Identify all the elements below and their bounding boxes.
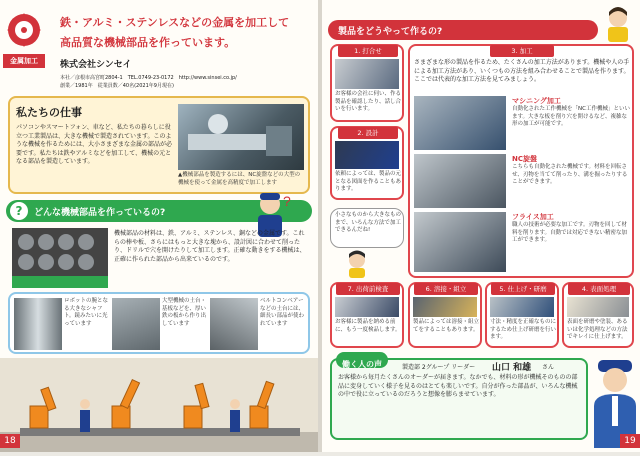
- step-1-box: [330, 44, 404, 122]
- nc-lathe-step-photo: [414, 154, 506, 208]
- step-4-label: 4. 表面処理: [568, 283, 630, 295]
- step-6-box: [408, 282, 482, 348]
- conveyor-part-photo: [210, 298, 258, 350]
- voice-box: [330, 358, 588, 440]
- question-mark-badge: ?: [10, 202, 28, 220]
- step-4-text: 表面を研磨や塗装、あるいは化学処理などの方法でキレイに仕上げます。: [567, 319, 628, 340]
- method-2-title: NC旋盤: [512, 155, 537, 163]
- company-info-2: 創業／1981年 従業員数／40名(2021年9月現在): [60, 83, 174, 89]
- job-title: 私たちの仕事: [16, 106, 82, 119]
- part-caption-2: 大型機械の土台・基板などを、厚い鉄の板から作り出しています: [162, 298, 207, 327]
- headline-line-2: 高品質な機械部品を作っています。: [60, 36, 236, 49]
- step-3-text: さまざまな形の製品を作るため、たくさんの加工方法があります。機械や人の手による加工方法があり、いくつもの方法を組み合わせることで製品を作ります。ここでは代表的な加工方法を見てみましょう。: [414, 59, 630, 83]
- step-3-box: [408, 44, 634, 278]
- step-1-label: 1. 打合せ: [338, 45, 398, 57]
- speech-text: 小さなものから大きなものまで、いろんな方法で加工できるんだね!: [335, 212, 402, 233]
- step-3-label: 3. 加工: [490, 45, 554, 57]
- right-page-number: 19: [620, 434, 640, 448]
- step-7-label: 7. 出荷前検査: [336, 283, 400, 295]
- right-title: 製品をどうやって作るの?: [338, 27, 443, 37]
- part-caption-1: ロボットの腕となる大きなシャフト。鏡みたいに光っています: [64, 298, 109, 327]
- voice-title: 働く人の声: [342, 360, 382, 369]
- step-2-label: 2. 設計: [338, 127, 398, 139]
- welding-photo: [413, 297, 477, 317]
- company-info-1: 本社／彦根市高宮町2804-1 TEL.0749-23-0172 http://www.sinsei.co.jp/: [60, 75, 237, 81]
- parts-text: 機械部品の材料は、鉄、アルミ、ステンレス、銅などの金属です。これらの棒や板、さらにはもっと大きな塊から、設計図に合わせて削ったり、ドリルで穴を開けたりして加工します。正確な動きをする機械は、正確に作られた部品から出来ているのです。: [114, 230, 306, 263]
- right-page: [322, 0, 640, 452]
- base-plate-photo: [112, 298, 160, 350]
- method-2-text: こちらも自動化された機械です。材料を回転させ、刃物を当てて削ったり、溝を掘ったりすることができます。: [512, 164, 628, 185]
- method-1-title: マシニング加工: [512, 97, 561, 105]
- meeting-photo: [335, 59, 399, 89]
- speech-bubble: [330, 208, 404, 248]
- factory-illustration: [0, 358, 318, 452]
- design-photo: [335, 141, 399, 169]
- step-6-text: 製品によっては溶接・組立てをすることもあります。: [413, 319, 480, 333]
- polishing-photo: [490, 297, 554, 317]
- step-7-box: [330, 282, 404, 348]
- boy-thinking-icon: [342, 248, 372, 278]
- company-name: 株式会社シンセイ: [60, 60, 132, 70]
- milling-photo: [414, 212, 506, 272]
- job-caption: ▲機械部品を製造するには、NC旋盤などの大型の機械を使って金属を高精度で加工します: [178, 172, 301, 186]
- step-6-label: 6. 溶接・組立: [414, 283, 478, 295]
- step-1-text: お客様の会社に伺い、作る製品を確認したり、話し合いを行います。: [335, 91, 402, 112]
- parts-panel: [8, 292, 310, 354]
- step-5-label: 5. 仕上げ・研磨: [491, 283, 555, 295]
- svg-text:?: ?: [283, 193, 291, 209]
- step-4-box: [562, 282, 634, 348]
- method-1-text: 自動化された工作機械を「NC工作機械」といいます。大きな板を削り穴を開けるなど、複雑な形の加工が可能です。: [512, 106, 630, 127]
- category-label: 金属加工: [3, 54, 45, 68]
- voice-meta: 製造部 2グループ リーダー: [402, 364, 476, 371]
- method-3-title: フライス加工: [512, 213, 554, 221]
- step-2-text: 依頼によっては、製品の元となる図面を作ることもあります。: [335, 171, 402, 192]
- surface-treatment-photo: [567, 297, 629, 317]
- nc-lathe-photo: [178, 104, 304, 170]
- voice-title-badge: [336, 352, 388, 368]
- step-2-box: [330, 126, 404, 200]
- shaft-photo: [14, 298, 62, 350]
- step-7-text: お客様に製品を納める前に、もう一度検品します。: [335, 319, 401, 333]
- job-box: [8, 96, 310, 194]
- saw-blade-icon: [6, 12, 42, 48]
- inspection-photo: [335, 297, 399, 317]
- step-5-box: [485, 282, 559, 348]
- title-banner: [328, 20, 598, 40]
- voice-text: お客様から毎月たくさんのオーダーが届きます。なかでも、材料の形が機械そのものの部品に変身していく様子を見るのはとても楽しいです。自分が作った部品が、いろんな機械の中で役に立っているのだろうと想像を膨らませています。: [338, 374, 578, 398]
- left-page-number: 18: [0, 434, 20, 448]
- left-page: [0, 0, 318, 452]
- metal-bars-photo: [12, 228, 108, 288]
- question-title: どんな機械部品を作っているの?: [34, 208, 166, 218]
- headline-line-1: 鉄・アルミ・ステンレスなどの金属を加工して: [60, 16, 290, 29]
- machining-photo: [414, 96, 506, 150]
- job-text: パソコンやスマートフォン、車など、私たちの暮らしに役立つ工業製品は、大きな機械で製造されています。このような機械を作るためには、大小さまざまな金属の部品が必要です。私たちは鉄やアルミなどを加工して、機械の元となる部品を製造しています。: [16, 124, 173, 165]
- voice-name-suffix: さん: [542, 364, 555, 371]
- presenter-woman-icon: [602, 6, 634, 42]
- step-5-text: 寸法・精度を正確なものにするため仕上げ研磨を行います。: [490, 319, 557, 340]
- voice-name: 山口 和雄: [492, 363, 532, 373]
- method-3-text: 職人の技術が必要な加工です。刃物を回して材料を削ります。自動では対応できない精密な加工ができます。: [512, 222, 628, 243]
- part-caption-3: ベルトコンベアーなどの土台には、細長い部品が使われています: [260, 298, 305, 327]
